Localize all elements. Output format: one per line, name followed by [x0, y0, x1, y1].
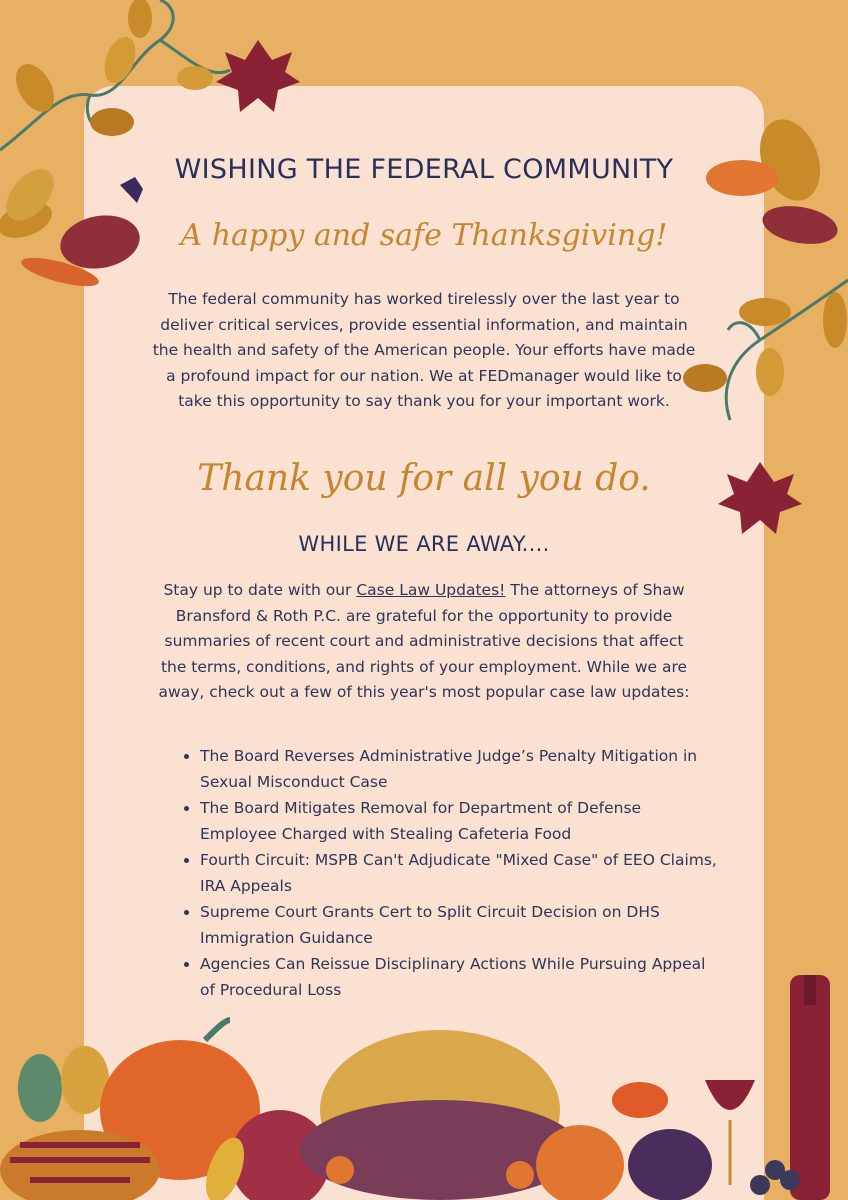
- case-law-updates-list: [178, 744, 720, 1004]
- list-item: • The Board Mitigates Removal for Department of Defense Employee Charged with Stealing Cafeteria Food: [200, 796, 720, 847]
- section-subheading: WHILE WE ARE AWAY....: [298, 532, 550, 556]
- stay-suffix: The attorneys of Shaw Bransford & Roth P.C. are grateful for the opportunity to provide summaries of recent court and administrative decisions that affect the terms, conditions, and rights of your employment. While we are away, check out a few of this year's most popular case law updates:: [158, 581, 690, 701]
- food-scene: [0, 975, 830, 1200]
- maple-leaf-top: [216, 40, 300, 112]
- list-item: • Agencies Can Reissue Disciplinary Actions While Pursuing Appeal of Procedural Loss: [200, 952, 720, 1003]
- thanksgiving-greeting: A happy and safe Thanksgiving!: [180, 218, 668, 253]
- stay-prefix: Stay up to date with our: [163, 581, 357, 599]
- list-item: • Supreme Court Grants Cert to Split Circuit Decision on DHS Immigration Guidance: [200, 900, 720, 951]
- list-item: • The Board Reverses Administrative Judge’s Penalty Mitigation in Sexual Misconduct Case: [200, 744, 720, 795]
- case-law-paragraph: [150, 578, 698, 706]
- thank-you-message: Thank you for all you do.: [197, 458, 651, 499]
- intro-paragraph: The federal community has worked tirelessly over the last year to deliver critical services, provide essential information, and maintain the health and safety of the American people. Your efforts have made a profound impact for our nation. We at FEDmanager would like to take this opportunity to say thank you for your important work.: [152, 290, 696, 410]
- case-law-updates-link[interactable]: Case Law Updates!: [356, 581, 506, 599]
- page-title: WISHING THE FEDERAL COMMUNITY: [174, 154, 674, 185]
- list-item: • Fourth Circuit: MSPB Can't Adjudicate "Mixed Case" of EEO Claims, IRA Appeals: [200, 848, 720, 899]
